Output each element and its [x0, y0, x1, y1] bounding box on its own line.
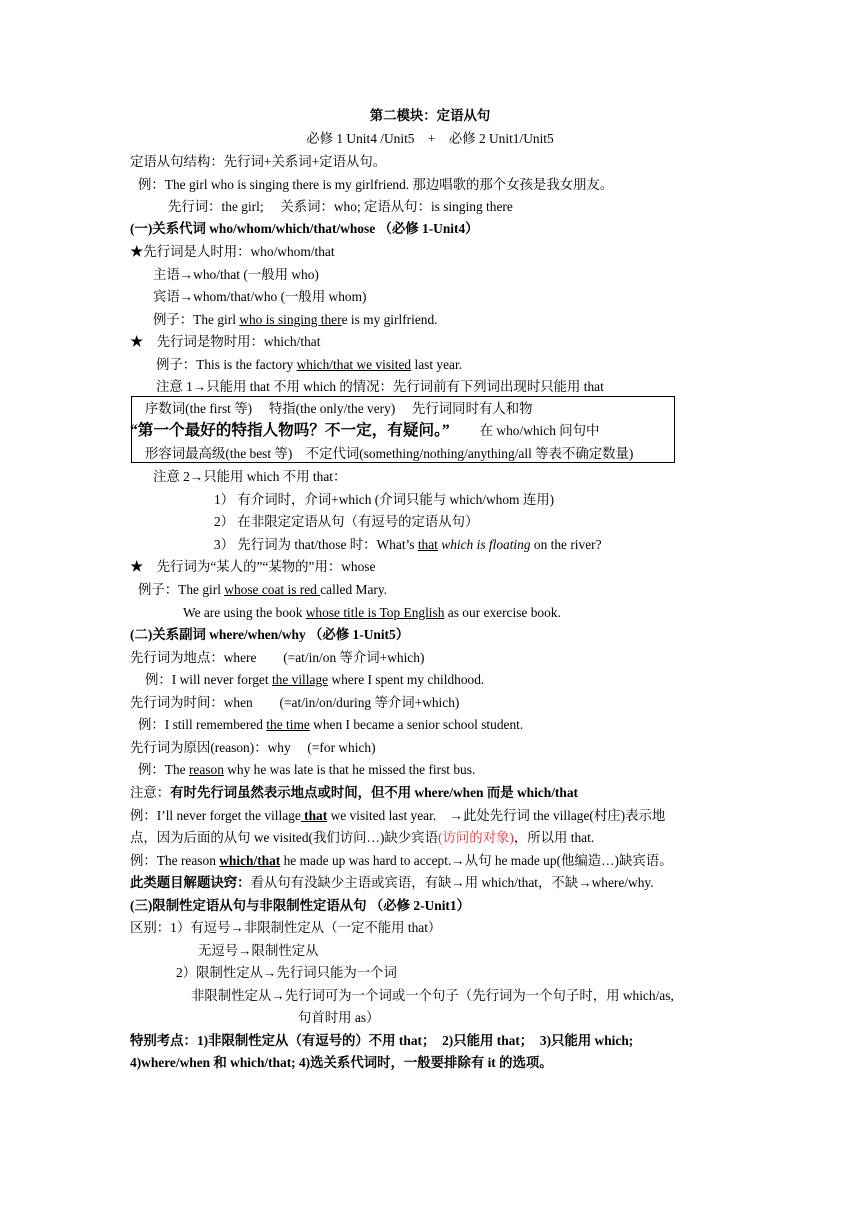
object-rule: 宾语→whom/that/who (一般用 whom): [153, 289, 367, 304]
person-rule: ★先行词是人时用：who/whom/that: [130, 244, 335, 259]
special-points-2: 4)where/when 和 which/that; 4)选关系代词时，一般要排除有 it 的选项。: [130, 1055, 553, 1070]
intro-parts: 先行词：the girl; 关系词：who; 定语从句：is singing there: [168, 199, 513, 214]
reason-rule: 先行词为原因(reason)：why (=for which): [130, 740, 376, 755]
person-example: 例子：The girl who is singing there is my girlfriend.: [153, 312, 438, 327]
place-example: 例：I will never forget the village where I spent my childhood.: [145, 672, 485, 687]
diff-1: 区别：1）有逗号→非限制性定从（一定不能用 that）: [130, 920, 442, 935]
thing-example: 例子：This is the factory which/that we visited last year.: [156, 357, 463, 372]
section-3-heading: (三)限制性定语从句与非限制性定语从句 （必修 2-Unit1）: [130, 898, 470, 913]
time-example: 例：I still remembered the time when I became a senior school student.: [138, 717, 524, 732]
reason-example: 例：The reason why he was late is that he missed the first bus.: [138, 762, 476, 777]
subject-rule: 主语→who/that (一般用 who): [153, 267, 319, 282]
special-points-1: 特别考点：1)非限制性定从（有逗号的）不用 that； 2)只能用 that； 3)只能用 which;: [130, 1033, 634, 1048]
whose-rule: ★ 先行词为“某人的”“某物的”用：whose: [130, 559, 376, 574]
whose-example-1: 例子：The girl whose coat is red called Mary.: [138, 582, 388, 597]
village-example: 例：I’ll never forget the village that we visited last year. →此处先行词 the village(村庄)表示地: [130, 808, 666, 823]
intro-example: 例：The girl who is singing there is my girlfriend. 那边唱歌的那个女孩是我女朋友。: [138, 177, 614, 192]
box-line-3: 形容词最高级(the best 等) 不定代词(something/nothing/anything/all 等表不确定数量): [145, 446, 634, 461]
diff-2b: 非限制性定从→先行词可为一个词或一个句子（先行词为一个句子时，用 which/as,: [191, 988, 674, 1003]
section-2-heading: (二)关系副词 where/when/why （必修 1-Unit5）: [130, 627, 410, 642]
reason-made-up-example: 例：The reason which/that he made up was hard to accept.→从句 he made up(他编造…)缺宾语。: [130, 853, 673, 868]
page-title: 第二模块：定语从句: [369, 108, 491, 123]
whose-example-2: We are using the book whose title is Top English as our exercise book.: [183, 605, 561, 620]
box-line-1: 序数词(the first 等) 特指(the only/the very) 先行词同时有人和物: [145, 401, 533, 416]
section-1-heading: (一)关系代词 who/whom/which/that/whose （必修 1-Unit4）: [130, 221, 479, 236]
diff-2: 2）限制性定从→先行词只能为一个词: [176, 965, 397, 980]
page-subtitle: 必修 1 Unit4 /Unit5 + 必修 2 Unit1/Unit5: [306, 131, 554, 146]
note-1: 注意 1→只能用 that 不用 which 的情况：先行词前有下列词出现时只能用 that: [156, 379, 604, 394]
village-explanation: 点，因为后面的从句 we visited(我们访问…)缺少宾语(访问的对象)，所以用 that.: [130, 830, 595, 845]
note-line: 注意：有时先行词虽然表示地点或时间，但不用 where/when 而是 which/that: [130, 785, 578, 800]
structure-line: 定语从句结构：先行词+关系词+定语从句。: [130, 154, 387, 169]
note-2-item-3: 3） 先行词为 that/those 时：What’s that which is floating on the river?: [214, 537, 602, 552]
time-rule: 先行词为时间：when (=at/in/on/during 等介词+which): [130, 695, 460, 710]
place-rule: 先行词为地点：where (=at/in/on 等介词+which): [130, 650, 425, 665]
box-line-2: “第一个最好的特指人物吗？不一定，有疑问。” 在 who/which 问句中: [130, 422, 600, 439]
note-2-item-2: 2） 在非限定定语从句（有逗号的定语从句）: [214, 514, 479, 529]
note-2-item-1: 1） 有介词时，介词+which (介词只能与 which/whom 连用): [214, 492, 555, 507]
diff-2c: 句首时用 as）: [298, 1010, 380, 1025]
diff-1b: 无逗号→限制性定从: [198, 943, 319, 958]
thing-rule: ★ 先行词是物时用：which/that: [130, 334, 321, 349]
solving-tip: 此类题目解题诀窍：看从句有没缺少主语或宾语，有缺→用 which/that，不缺→where/why.: [130, 875, 654, 890]
note-2: 注意 2→只能用 which 不用 that：: [153, 469, 347, 484]
